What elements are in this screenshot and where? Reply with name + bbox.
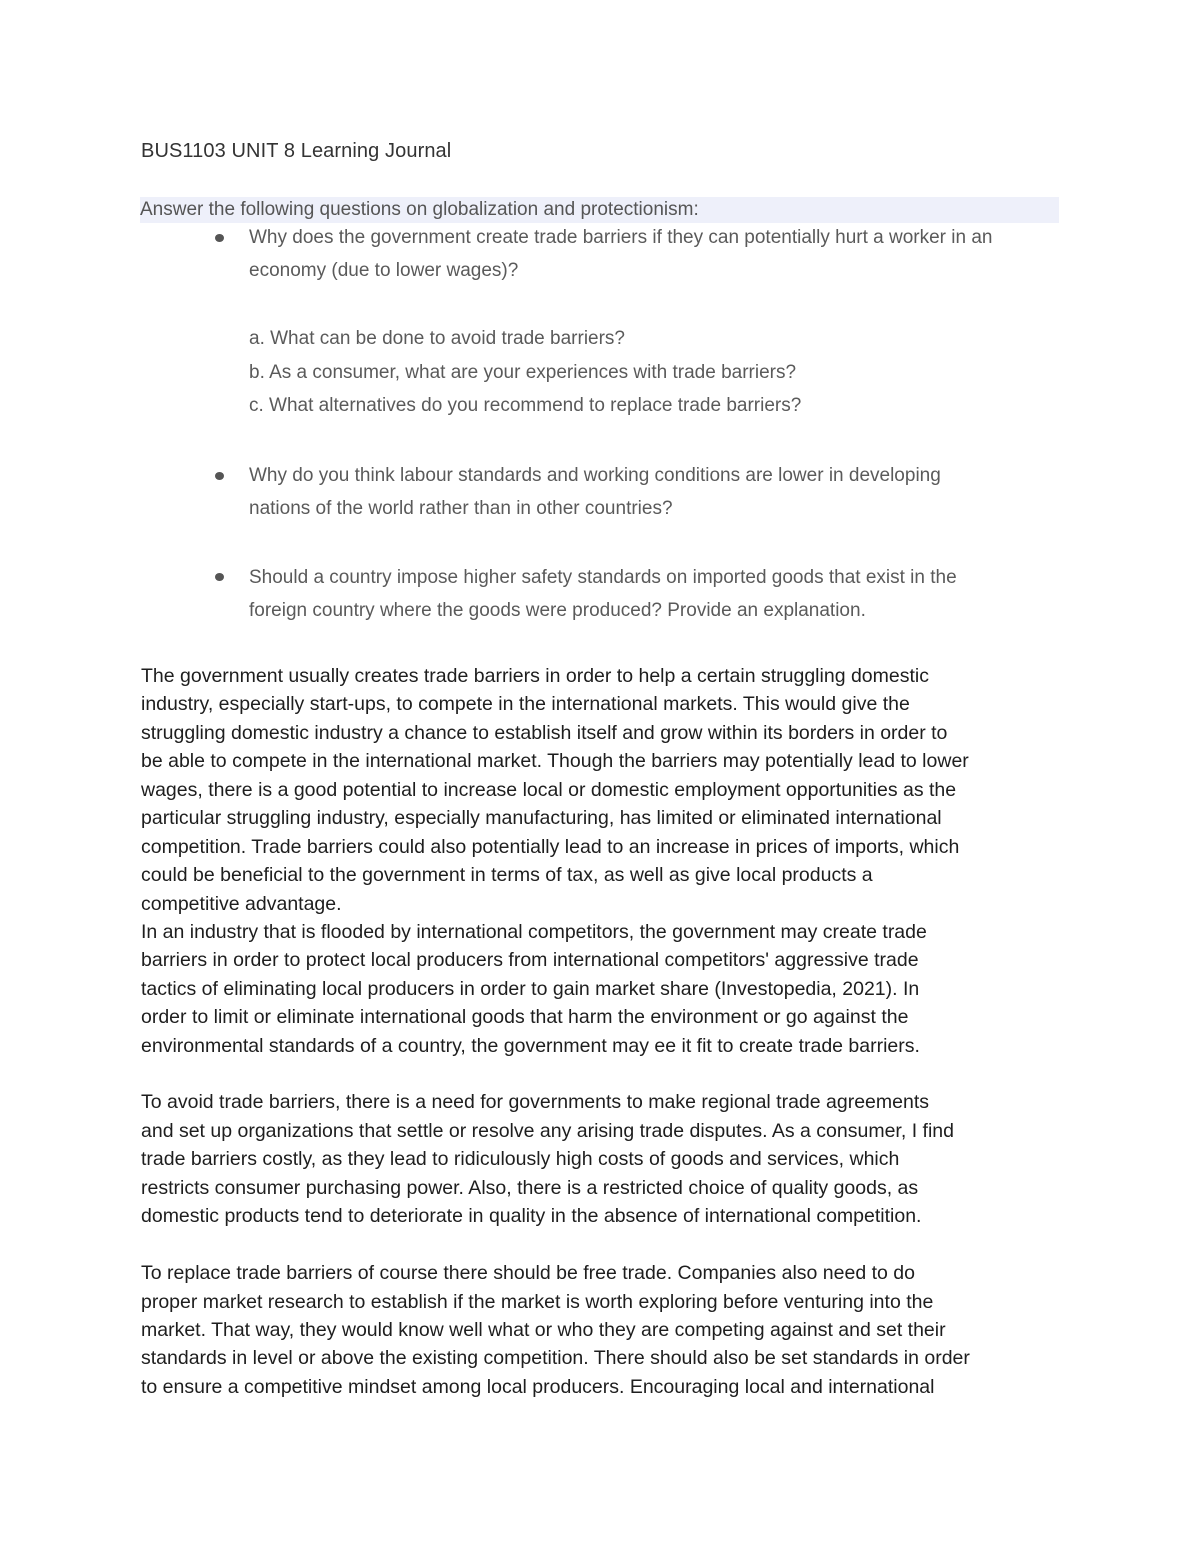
question-1-line-2: economy (due to lower wages)? [249,260,519,281]
body-line: wages, there is a good potential to increase local or domestic employment opportunities as the [141,779,957,801]
body-line: domestic products tend to deteriorate in quality in the absence of international competition. [141,1205,922,1227]
body-line: To replace trade barriers of course there should be free trade. Companies also need to do [141,1262,915,1284]
question-1-sub-c: c. What alternatives do you recommend to replace trade barriers? [249,395,802,416]
body-line: struggling domestic industry a chance to establish itself and grow within its borders in order to [141,722,948,744]
body-line: standards in level or above the existing competition. There should also be set standards in order [141,1347,970,1369]
document-title: BUS1103 UNIT 8 Learning Journal [141,140,452,162]
body-line: be able to compete in the international market. Though the barriers may potentially lead to lower [141,750,969,772]
body-line: proper market research to establish if the market is worth exploring before venturing into the [141,1291,934,1313]
intro-line: Answer the following questions on globalization and protectionism: [140,197,1059,223]
question-2-line-1: Why do you think labour standards and working conditions are lower in developing [249,465,941,486]
body-line: to ensure a competitive mindset among local producers. Encouraging local and international [141,1376,935,1398]
bullet-icon [215,573,224,581]
body-line: To avoid trade barriers, there is a need for governments to make regional trade agreements [141,1091,930,1113]
body-line: order to limit or eliminate international goods that harm the environment or go against the [141,1006,909,1028]
body-line: tactics of eliminating local producers in order to gain market share (Investopedia, 2021). In [141,978,920,1000]
question-2-line-2: nations of the world rather than in other countries? [249,498,673,519]
body-line: competition. Trade barriers could also potentially lead to an increase in prices of imports, which [141,836,960,858]
body-line: market. That way, they would know well what or who they are competing against and set their [141,1319,946,1341]
question-1-sub-b: b. As a consumer, what are your experiences with trade barriers? [249,362,797,383]
body-line: The government usually creates trade barriers in order to help a certain struggling domestic [141,665,929,687]
question-1-sub-a: a. What can be done to avoid trade barriers? [249,328,626,349]
body-line: restricts consumer purchasing power. Also, there is a restricted choice of quality goods, as [141,1177,919,1199]
body-line: In an industry that is flooded by international competitors, the government may create trade [141,921,927,943]
bullet-icon [215,472,224,480]
body-line: trade barriers costly, as they lead to ridiculously high costs of goods and services, which [141,1148,900,1170]
body-line: barriers in order to protect local producers from international competitors' aggressive trade [141,949,919,971]
question-3-line-2: foreign country where the goods were produced? Provide an explanation. [249,600,866,621]
body-line: industry, especially start-ups, to compete in the international markets. This would give the [141,693,910,715]
question-1-line-1: Why does the government create trade barriers if they can potentially hurt a worker in an [249,227,993,248]
body-line: and set up organizations that settle or resolve any arising trade disputes. As a consumer, I find [141,1120,954,1142]
body-line: could be beneficial to the government in terms of tax, as well as give local products a [141,864,873,886]
bullet-icon [215,234,224,242]
body-line: environmental standards of a country, the government may ee it fit to create trade barriers. [141,1035,920,1057]
body-line: competitive advantage. [141,893,342,915]
body-line: particular struggling industry, especially manufacturing, has limited or eliminated international [141,807,942,829]
question-3-line-1: Should a country impose higher safety standards on imported goods that exist in the [249,567,957,588]
